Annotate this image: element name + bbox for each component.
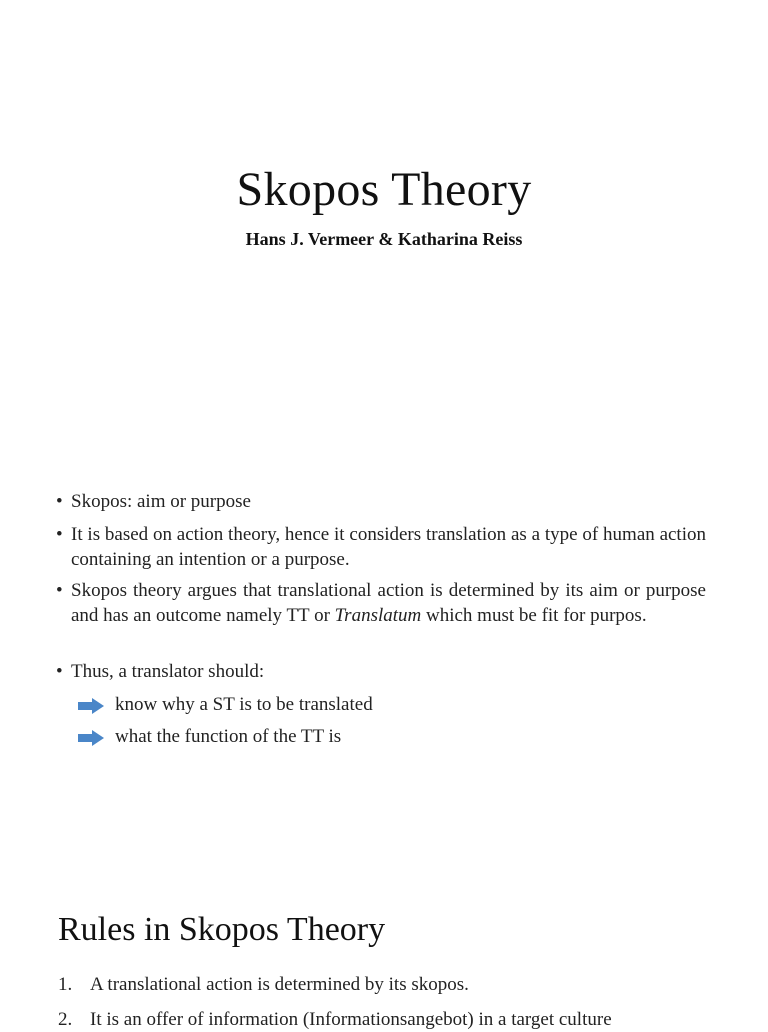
sub-item-text: know why a ST is to be translated — [115, 694, 373, 715]
item-number: 1. — [58, 974, 73, 995]
translatum-term: Translatum — [334, 604, 422, 626]
bullet-text — [71, 579, 706, 628]
bullet-text: Skopos: aim or purpose — [71, 491, 251, 512]
bullet-text-part: which must be fit for purpos. — [421, 604, 647, 626]
bullet-text: Thus, a translator should: — [71, 661, 265, 682]
numbered-item — [58, 973, 469, 997]
bullet-dot: • — [56, 491, 63, 512]
rules-heading: Rules in Skopos Theory — [58, 911, 386, 948]
item-text: It is an offer of information (Informationsangebot) in a target culture — [90, 1009, 612, 1030]
bullet-dot: • — [56, 661, 63, 682]
bullet-text-part: Skopos theory argues that translational action is determined by its aim or purpose and has an outcome namely TT or — [71, 580, 706, 626]
bullet-item — [56, 523, 706, 572]
sub-item — [78, 693, 373, 717]
slide-title: Skopos Theory — [236, 163, 532, 216]
slide-subtitle: Hans J. Vermeer & Katharina Reiss — [245, 229, 523, 249]
bullet-item — [56, 660, 706, 685]
bullet-item — [56, 579, 706, 628]
numbered-item — [58, 1008, 612, 1032]
bullet-text: It is based on action theory, hence it considers translation as a type of human action containing an intention or a purpose. — [71, 524, 706, 570]
sub-item — [78, 725, 341, 749]
item-number: 2. — [58, 1009, 73, 1030]
sub-item-text: what the function of the TT is — [115, 726, 342, 747]
title-slide — [0, 0, 768, 330]
right-arrow-icon — [78, 698, 104, 714]
bullet-dot: • — [56, 524, 63, 545]
item-text: A translational action is determined by its skopos. — [90, 974, 469, 995]
bullet-dot: • — [56, 580, 63, 601]
right-arrow-icon — [78, 730, 104, 746]
bullet-item — [56, 490, 706, 515]
